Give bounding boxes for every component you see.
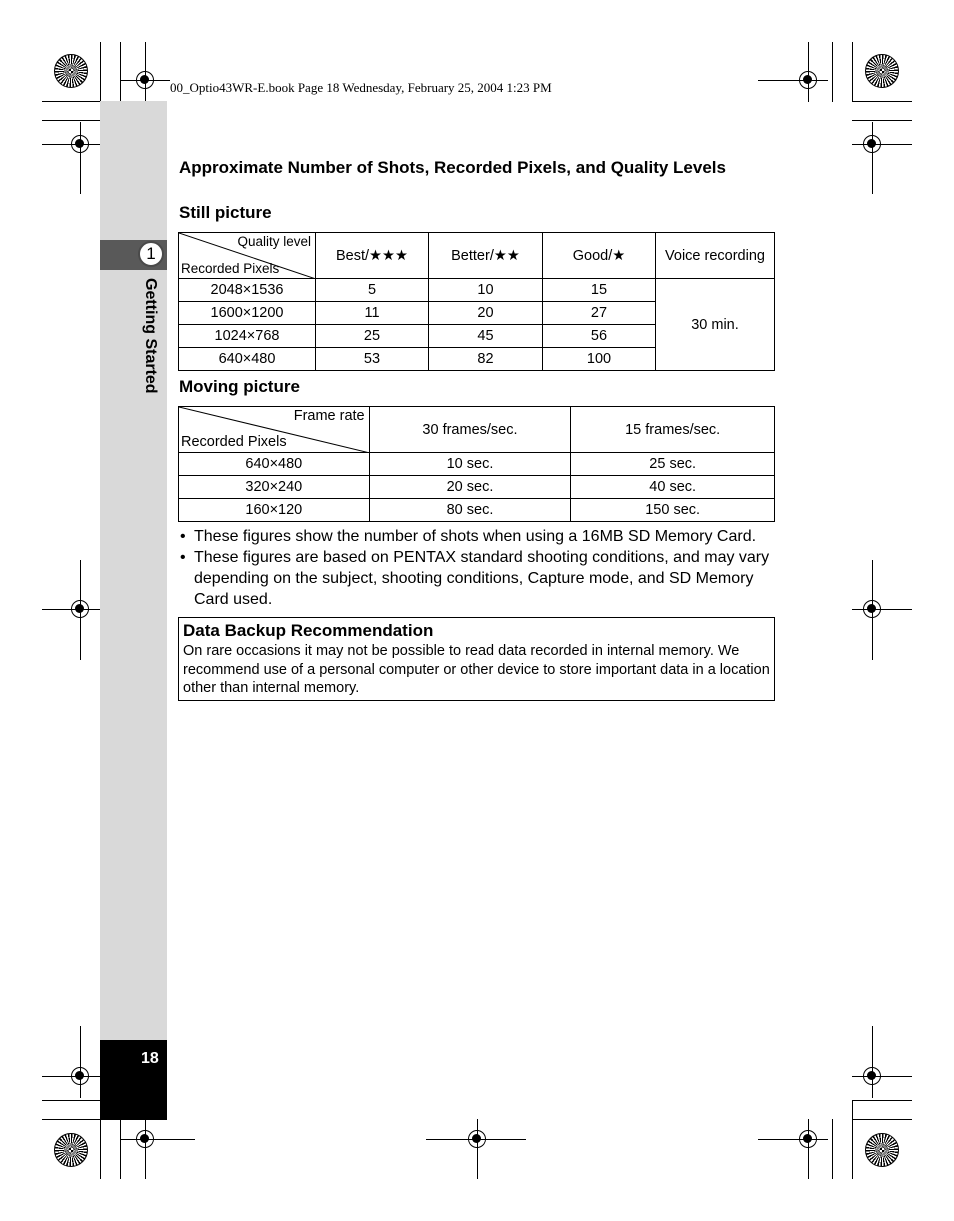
col-header-best: Best/★★★: [316, 233, 429, 279]
cell-best: 5: [316, 279, 429, 302]
cell-good: 100: [543, 348, 656, 371]
col-header-good: Good/★: [543, 233, 656, 279]
cell-better: 10: [429, 279, 543, 302]
cell-30fps: 20 sec.: [369, 476, 571, 499]
cell-good: 15: [543, 279, 656, 302]
cell-voice-recording: 30 min.: [656, 279, 775, 371]
cell-15fps: 150 sec.: [571, 499, 775, 522]
print-header: 00_Optio43WR-E.book Page 18 Wednesday, February 25, 2004 1:23 PM: [170, 80, 552, 95]
chapter-title: Getting Started: [142, 278, 159, 394]
registration-mark-icon: [136, 1130, 154, 1148]
chapter-number: 1: [138, 241, 164, 267]
notes-list: [179, 526, 779, 610]
col-header-better: Better/★★: [429, 233, 543, 279]
note-item: • These figures are based on PENTAX standard shooting conditions, and may vary depending on the subject, shooting conditions, Capture mode, and SD Memory Card used.: [179, 547, 779, 610]
cell-15fps: 40 sec.: [571, 476, 775, 499]
still-corner-header: [179, 233, 316, 279]
col-header-30fps: 30 frames/sec.: [369, 407, 571, 453]
table-row: [179, 499, 775, 522]
color-target-icon: [54, 54, 88, 88]
moving-picture-heading: Moving picture: [179, 377, 300, 396]
cell-best: 53: [316, 348, 429, 371]
data-backup-box: [178, 617, 775, 701]
col-header-voice: Voice recording: [656, 233, 775, 279]
data-backup-body: On rare occasions it may not be possible to read data recorded in internal memory. We recommend use of a personal computer or other device to store important data in a location other than internal memory.: [183, 643, 770, 696]
registration-mark-icon: [863, 1067, 881, 1085]
cell-pixels: 160×120: [179, 499, 370, 522]
still-picture-table: [178, 232, 775, 371]
col-header-15fps: 15 frames/sec.: [571, 407, 775, 453]
cell-30fps: 80 sec.: [369, 499, 571, 522]
table-row: [179, 476, 775, 499]
moving-picture-table: [178, 406, 775, 522]
registration-mark-icon: [71, 1067, 89, 1085]
cell-good: 27: [543, 302, 656, 325]
data-backup-title: Data Backup Recommendation: [183, 621, 434, 640]
recorded-pixels-label: Recorded Pixels: [181, 434, 287, 450]
section-heading: Approximate Number of Shots, Recorded Pixels, and Quality Levels: [179, 158, 726, 177]
cell-15fps: 25 sec.: [571, 453, 775, 476]
recorded-pixels-label: Recorded Pixels: [181, 261, 280, 276]
registration-mark-icon: [863, 600, 881, 618]
still-picture-heading: Still picture: [179, 203, 272, 222]
cell-pixels: 1600×1200: [179, 302, 316, 325]
frame-rate-label: Frame rate: [293, 408, 365, 424]
cell-better: 20: [429, 302, 543, 325]
note-item: • These figures show the number of shots when using a 16MB SD Memory Card.: [179, 526, 779, 547]
cell-better: 45: [429, 325, 543, 348]
cell-30fps: 10 sec.: [369, 453, 571, 476]
cell-pixels: 1024×768: [179, 325, 316, 348]
cell-pixels: 640×480: [179, 348, 316, 371]
color-target-icon: [865, 1133, 899, 1167]
registration-mark-icon: [71, 600, 89, 618]
registration-mark-icon: [863, 135, 881, 153]
cell-better: 82: [429, 348, 543, 371]
cell-good: 56: [543, 325, 656, 348]
registration-mark-icon: [71, 135, 89, 153]
table-row: [179, 453, 775, 476]
cell-best: 25: [316, 325, 429, 348]
page-number: 18: [141, 1050, 159, 1067]
quality-level-label: Quality level: [237, 234, 311, 249]
color-target-icon: [54, 1133, 88, 1167]
registration-mark-icon: [799, 71, 817, 89]
table-row: [179, 279, 775, 302]
registration-mark-icon: [799, 1130, 817, 1148]
cell-pixels: 2048×1536: [179, 279, 316, 302]
cell-pixels: 320×240: [179, 476, 370, 499]
moving-corner-header: [179, 407, 370, 453]
color-target-icon: [865, 54, 899, 88]
registration-mark-icon: [468, 1130, 486, 1148]
cell-best: 11: [316, 302, 429, 325]
registration-mark-icon: [136, 71, 154, 89]
cell-pixels: 640×480: [179, 453, 370, 476]
